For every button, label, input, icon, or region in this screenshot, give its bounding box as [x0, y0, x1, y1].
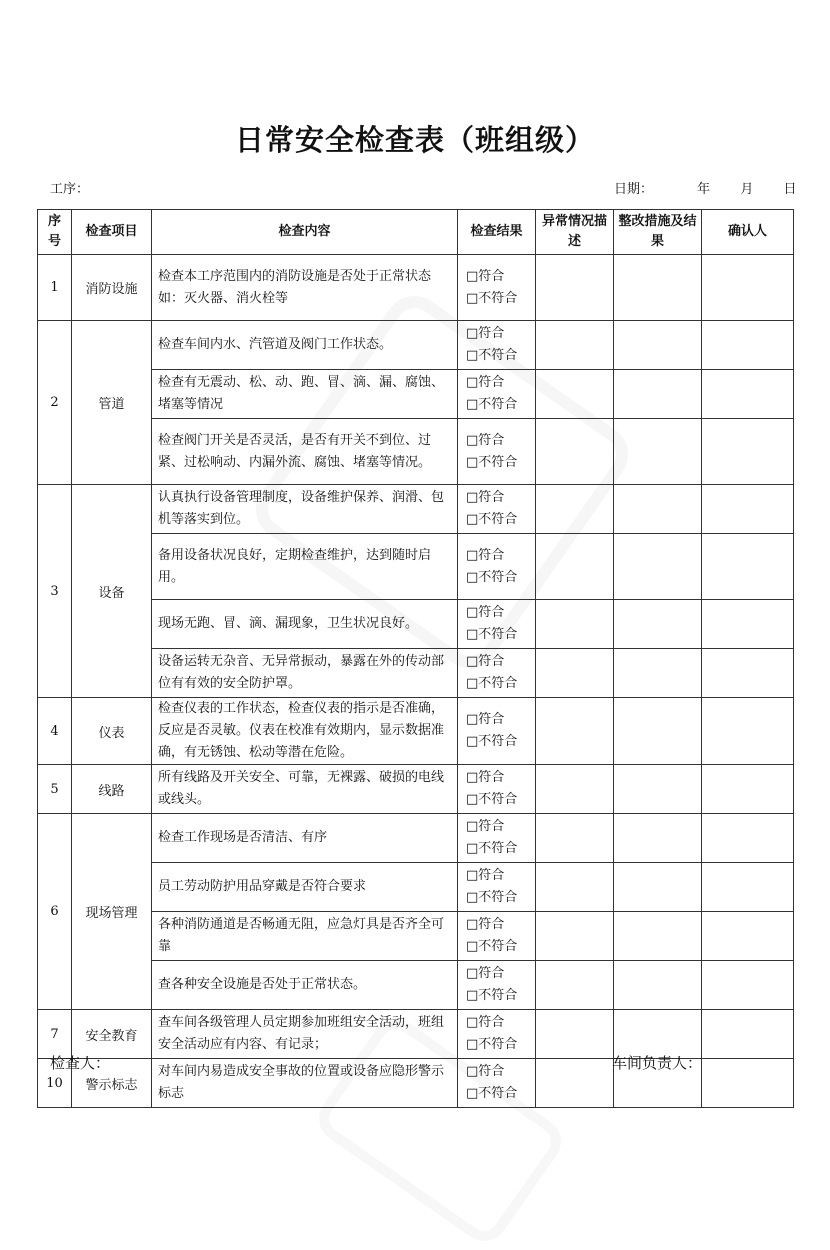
- nonconform-checkbox[interactable]: □不符合: [466, 676, 518, 691]
- abnormal-cell[interactable]: [536, 534, 614, 600]
- table-row: [38, 649, 794, 698]
- row-content-text: 员工劳动防护用品穿戴是否符合要求: [158, 879, 367, 894]
- row-content: [152, 485, 458, 534]
- conform-checkbox[interactable]: □符合: [466, 1015, 505, 1030]
- table-row: [38, 534, 794, 600]
- conform-checkbox[interactable]: □符合: [466, 917, 505, 932]
- conform-checkbox[interactable]: □符合: [466, 375, 505, 390]
- abnormal-cell[interactable]: [536, 912, 614, 961]
- nonconform-checkbox[interactable]: □不符合: [466, 397, 518, 412]
- row-content: [152, 1059, 458, 1108]
- measures-cell[interactable]: [614, 814, 702, 863]
- nonconform-checkbox[interactable]: □不符合: [466, 290, 518, 306]
- table-row: [38, 370, 794, 419]
- nonconform-checkbox[interactable]: □不符合: [466, 792, 518, 807]
- row-result: [458, 863, 536, 912]
- row-seq: 3: [38, 485, 72, 698]
- row-content-text: 检查车间内水、汽管道及阀门工作状态。: [158, 337, 393, 352]
- conform-checkbox[interactable]: □符合: [466, 654, 505, 669]
- nonconform-checkbox[interactable]: □不符合: [466, 939, 518, 954]
- row-content-text: 检查阀门开关是否灵活，是否有开关不到位、过紧、过松响动、内漏外流、腐蚀、堵塞等情况。: [158, 432, 432, 470]
- measures-cell[interactable]: [614, 649, 702, 698]
- confirm-cell[interactable]: [702, 255, 794, 321]
- confirm-cell[interactable]: [702, 370, 794, 419]
- row-content-text: 检查本工序范围内的消防设施是否处于正常状态 如：灭火器、消火栓等: [158, 268, 432, 306]
- row-seq: 4: [38, 698, 72, 765]
- row-seq: 2: [38, 321, 72, 485]
- workshop-head-label: 车间负责人：: [612, 1054, 703, 1072]
- conform-checkbox[interactable]: □符合: [466, 1064, 505, 1079]
- measures-cell[interactable]: [614, 370, 702, 419]
- row-content-text: 所有线路及开关安全、可靠，无裸露、破损的电线或线头。: [158, 770, 445, 807]
- row-content-text: 检查工作现场是否清洁、有序: [158, 830, 328, 845]
- row-content: [152, 321, 458, 370]
- measures-cell[interactable]: [614, 765, 702, 814]
- row-content-text: 认真执行设备管理制度，设备维护保养、润滑、包机等落实到位。: [158, 490, 445, 527]
- row-item: 设备: [72, 485, 152, 698]
- table-row: [38, 698, 794, 765]
- measures-cell[interactable]: [614, 600, 702, 649]
- measures-cell[interactable]: [614, 255, 702, 321]
- row-content-text: 查车间各级管理人员定期参加班组安全活动，班组安全活动应有内容、有记录；: [158, 1015, 445, 1052]
- conform-checkbox[interactable]: □符合: [466, 326, 505, 341]
- row-result: [458, 419, 536, 485]
- measures-cell[interactable]: [614, 321, 702, 370]
- row-content: [152, 814, 458, 863]
- nonconform-checkbox[interactable]: □不符合: [466, 348, 518, 363]
- row-content: [152, 765, 458, 814]
- table-row: [38, 961, 794, 1010]
- row-content: [152, 698, 458, 765]
- table-row: [38, 912, 794, 961]
- confirm-cell[interactable]: [702, 534, 794, 600]
- abnormal-cell[interactable]: [536, 370, 614, 419]
- table-row: [38, 321, 794, 370]
- table-row: [38, 863, 794, 912]
- confirm-cell[interactable]: [702, 814, 794, 863]
- row-content: [152, 534, 458, 600]
- year-label: 年: [697, 182, 711, 197]
- table-row: [38, 600, 794, 649]
- row-content-text: 对车间内易造成安全事故的位置或设备应隐形警示标志: [158, 1064, 445, 1101]
- nonconform-checkbox[interactable]: □不符合: [466, 569, 518, 585]
- header-row: [38, 210, 794, 255]
- measures-cell[interactable]: [614, 698, 702, 765]
- nonconform-checkbox[interactable]: □不符合: [466, 734, 518, 749]
- confirm-cell[interactable]: [702, 485, 794, 534]
- row-content: [152, 255, 458, 321]
- row-content: [152, 419, 458, 485]
- confirm-cell[interactable]: [702, 321, 794, 370]
- row-content-text: 现场无跑、冒、滴、漏现象，卫生状况良好。: [158, 616, 419, 631]
- confirm-cell[interactable]: [702, 698, 794, 765]
- row-result: [458, 255, 536, 321]
- row-content: [152, 649, 458, 698]
- conform-checkbox[interactable]: □符合: [466, 605, 505, 620]
- abnormal-cell[interactable]: [536, 863, 614, 912]
- header-abnormal: 异常情况描述: [536, 210, 614, 255]
- table-row: [38, 255, 794, 321]
- row-content: [152, 863, 458, 912]
- nonconform-checkbox[interactable]: □不符合: [466, 512, 518, 527]
- conform-checkbox[interactable]: □符合: [466, 547, 505, 563]
- row-content-text: 设备运转无杂音、无异常振动，暴露在外的传动部位有有效的安全防护罩。: [158, 654, 445, 691]
- conform-checkbox[interactable]: □符合: [466, 268, 505, 284]
- row-result: [458, 1059, 536, 1108]
- confirm-cell[interactable]: [702, 1059, 794, 1108]
- header-seq: 序号: [38, 210, 72, 255]
- row-result: [458, 814, 536, 863]
- abnormal-cell[interactable]: [536, 600, 614, 649]
- confirm-cell[interactable]: [702, 649, 794, 698]
- conform-checkbox[interactable]: □符合: [466, 819, 505, 834]
- table-row: [38, 419, 794, 485]
- confirm-cell[interactable]: [702, 863, 794, 912]
- row-content: [152, 600, 458, 649]
- table-row: [38, 814, 794, 863]
- measures-cell[interactable]: [614, 863, 702, 912]
- measures-cell[interactable]: [614, 485, 702, 534]
- row-content: [152, 1010, 458, 1059]
- row-content: [152, 912, 458, 961]
- date-label: 日期：: [614, 182, 654, 197]
- row-item: 安全教育: [72, 1010, 152, 1059]
- abnormal-cell[interactable]: [536, 961, 614, 1010]
- row-item: 线路: [72, 765, 152, 814]
- process-label: 工序：: [50, 182, 90, 197]
- row-result: [458, 600, 536, 649]
- confirm-cell[interactable]: [702, 600, 794, 649]
- abnormal-cell[interactable]: [536, 649, 614, 698]
- row-result: [458, 534, 536, 600]
- row-seq: 7: [38, 1010, 72, 1059]
- date-line: [614, 178, 796, 197]
- measures-cell[interactable]: [614, 912, 702, 961]
- nonconform-checkbox[interactable]: □不符合: [466, 988, 518, 1003]
- nonconform-checkbox[interactable]: □不符合: [466, 841, 518, 856]
- nonconform-checkbox[interactable]: □不符合: [466, 627, 518, 642]
- abnormal-cell[interactable]: [536, 814, 614, 863]
- inspection-table: [37, 209, 794, 1108]
- abnormal-cell[interactable]: [536, 1059, 614, 1108]
- row-result: [458, 649, 536, 698]
- abnormal-cell[interactable]: [536, 1010, 614, 1059]
- confirm-cell[interactable]: [702, 765, 794, 814]
- header-item: 检查项目: [72, 210, 152, 255]
- row-content: [152, 961, 458, 1010]
- row-content-text: 备用设备状况良好，定期检查维护，达到随时启用。: [158, 547, 432, 585]
- confirm-cell[interactable]: [702, 912, 794, 961]
- row-content-text: 检查有无震动、松、动、跑、冒、滴、漏、腐蚀、堵塞等情况: [158, 375, 445, 412]
- row-result: [458, 765, 536, 814]
- row-content-text: 查各种安全设施是否处于正常状态。: [158, 977, 367, 992]
- row-result: [458, 698, 536, 765]
- abnormal-cell[interactable]: [536, 255, 614, 321]
- row-item: 消防设施: [72, 255, 152, 321]
- table-row: [38, 485, 794, 534]
- row-result: [458, 370, 536, 419]
- row-seq: 1: [38, 255, 72, 321]
- row-content-text: 检查仪表的工作状态，检查仪表的指示是否准确，反应是否灵敏。仪表在校准有效期内，显示数据准确，有无锈蚀、松动等潜在危险。: [158, 701, 445, 760]
- measures-cell[interactable]: [614, 961, 702, 1010]
- nonconform-checkbox[interactable]: □不符合: [466, 454, 518, 470]
- abnormal-cell[interactable]: [536, 765, 614, 814]
- header-result: 检查结果: [458, 210, 536, 255]
- nonconform-checkbox[interactable]: □不符合: [466, 1086, 518, 1101]
- conform-checkbox[interactable]: □符合: [466, 770, 505, 785]
- row-content-text: 各种消防通道是否畅通无阻，应急灯具是否齐全可靠: [158, 917, 445, 954]
- abnormal-cell[interactable]: [536, 321, 614, 370]
- conform-checkbox[interactable]: □符合: [466, 490, 505, 505]
- abnormal-cell[interactable]: [536, 419, 614, 485]
- confirm-cell[interactable]: [702, 1010, 794, 1059]
- row-item: 警示标志: [72, 1059, 152, 1108]
- table-row: [38, 765, 794, 814]
- header-content: 检查内容: [152, 210, 458, 255]
- conform-checkbox[interactable]: □符合: [466, 966, 505, 981]
- month-label: 月: [740, 182, 754, 197]
- confirm-cell[interactable]: [702, 961, 794, 1010]
- confirm-cell[interactable]: [702, 419, 794, 485]
- row-seq: 10: [38, 1059, 72, 1108]
- row-result: [458, 1010, 536, 1059]
- inspector-label: 检查人：: [50, 1054, 111, 1072]
- measures-cell[interactable]: [614, 534, 702, 600]
- row-seq: 6: [38, 814, 72, 1010]
- conform-checkbox[interactable]: □符合: [466, 432, 505, 448]
- row-item: 管道: [72, 321, 152, 485]
- abnormal-cell[interactable]: [536, 698, 614, 765]
- conform-checkbox[interactable]: □符合: [466, 868, 505, 883]
- abnormal-cell[interactable]: [536, 485, 614, 534]
- row-result: [458, 321, 536, 370]
- page-title: 日常安全检查表（班组级）: [234, 123, 595, 157]
- row-content: [152, 370, 458, 419]
- row-result: [458, 912, 536, 961]
- header-confirm: 确认人: [702, 210, 794, 255]
- row-item: 仪表: [72, 698, 152, 765]
- nonconform-checkbox[interactable]: □不符合: [466, 1037, 518, 1052]
- row-result: [458, 961, 536, 1010]
- measures-cell[interactable]: [614, 419, 702, 485]
- nonconform-checkbox[interactable]: □不符合: [466, 890, 518, 905]
- row-result: [458, 485, 536, 534]
- day-label: 日: [783, 182, 797, 197]
- conform-checkbox[interactable]: □符合: [466, 712, 505, 727]
- row-item: 现场管理: [72, 814, 152, 1010]
- row-seq: 5: [38, 765, 72, 814]
- header-measures: 整改措施及结果: [614, 210, 702, 255]
